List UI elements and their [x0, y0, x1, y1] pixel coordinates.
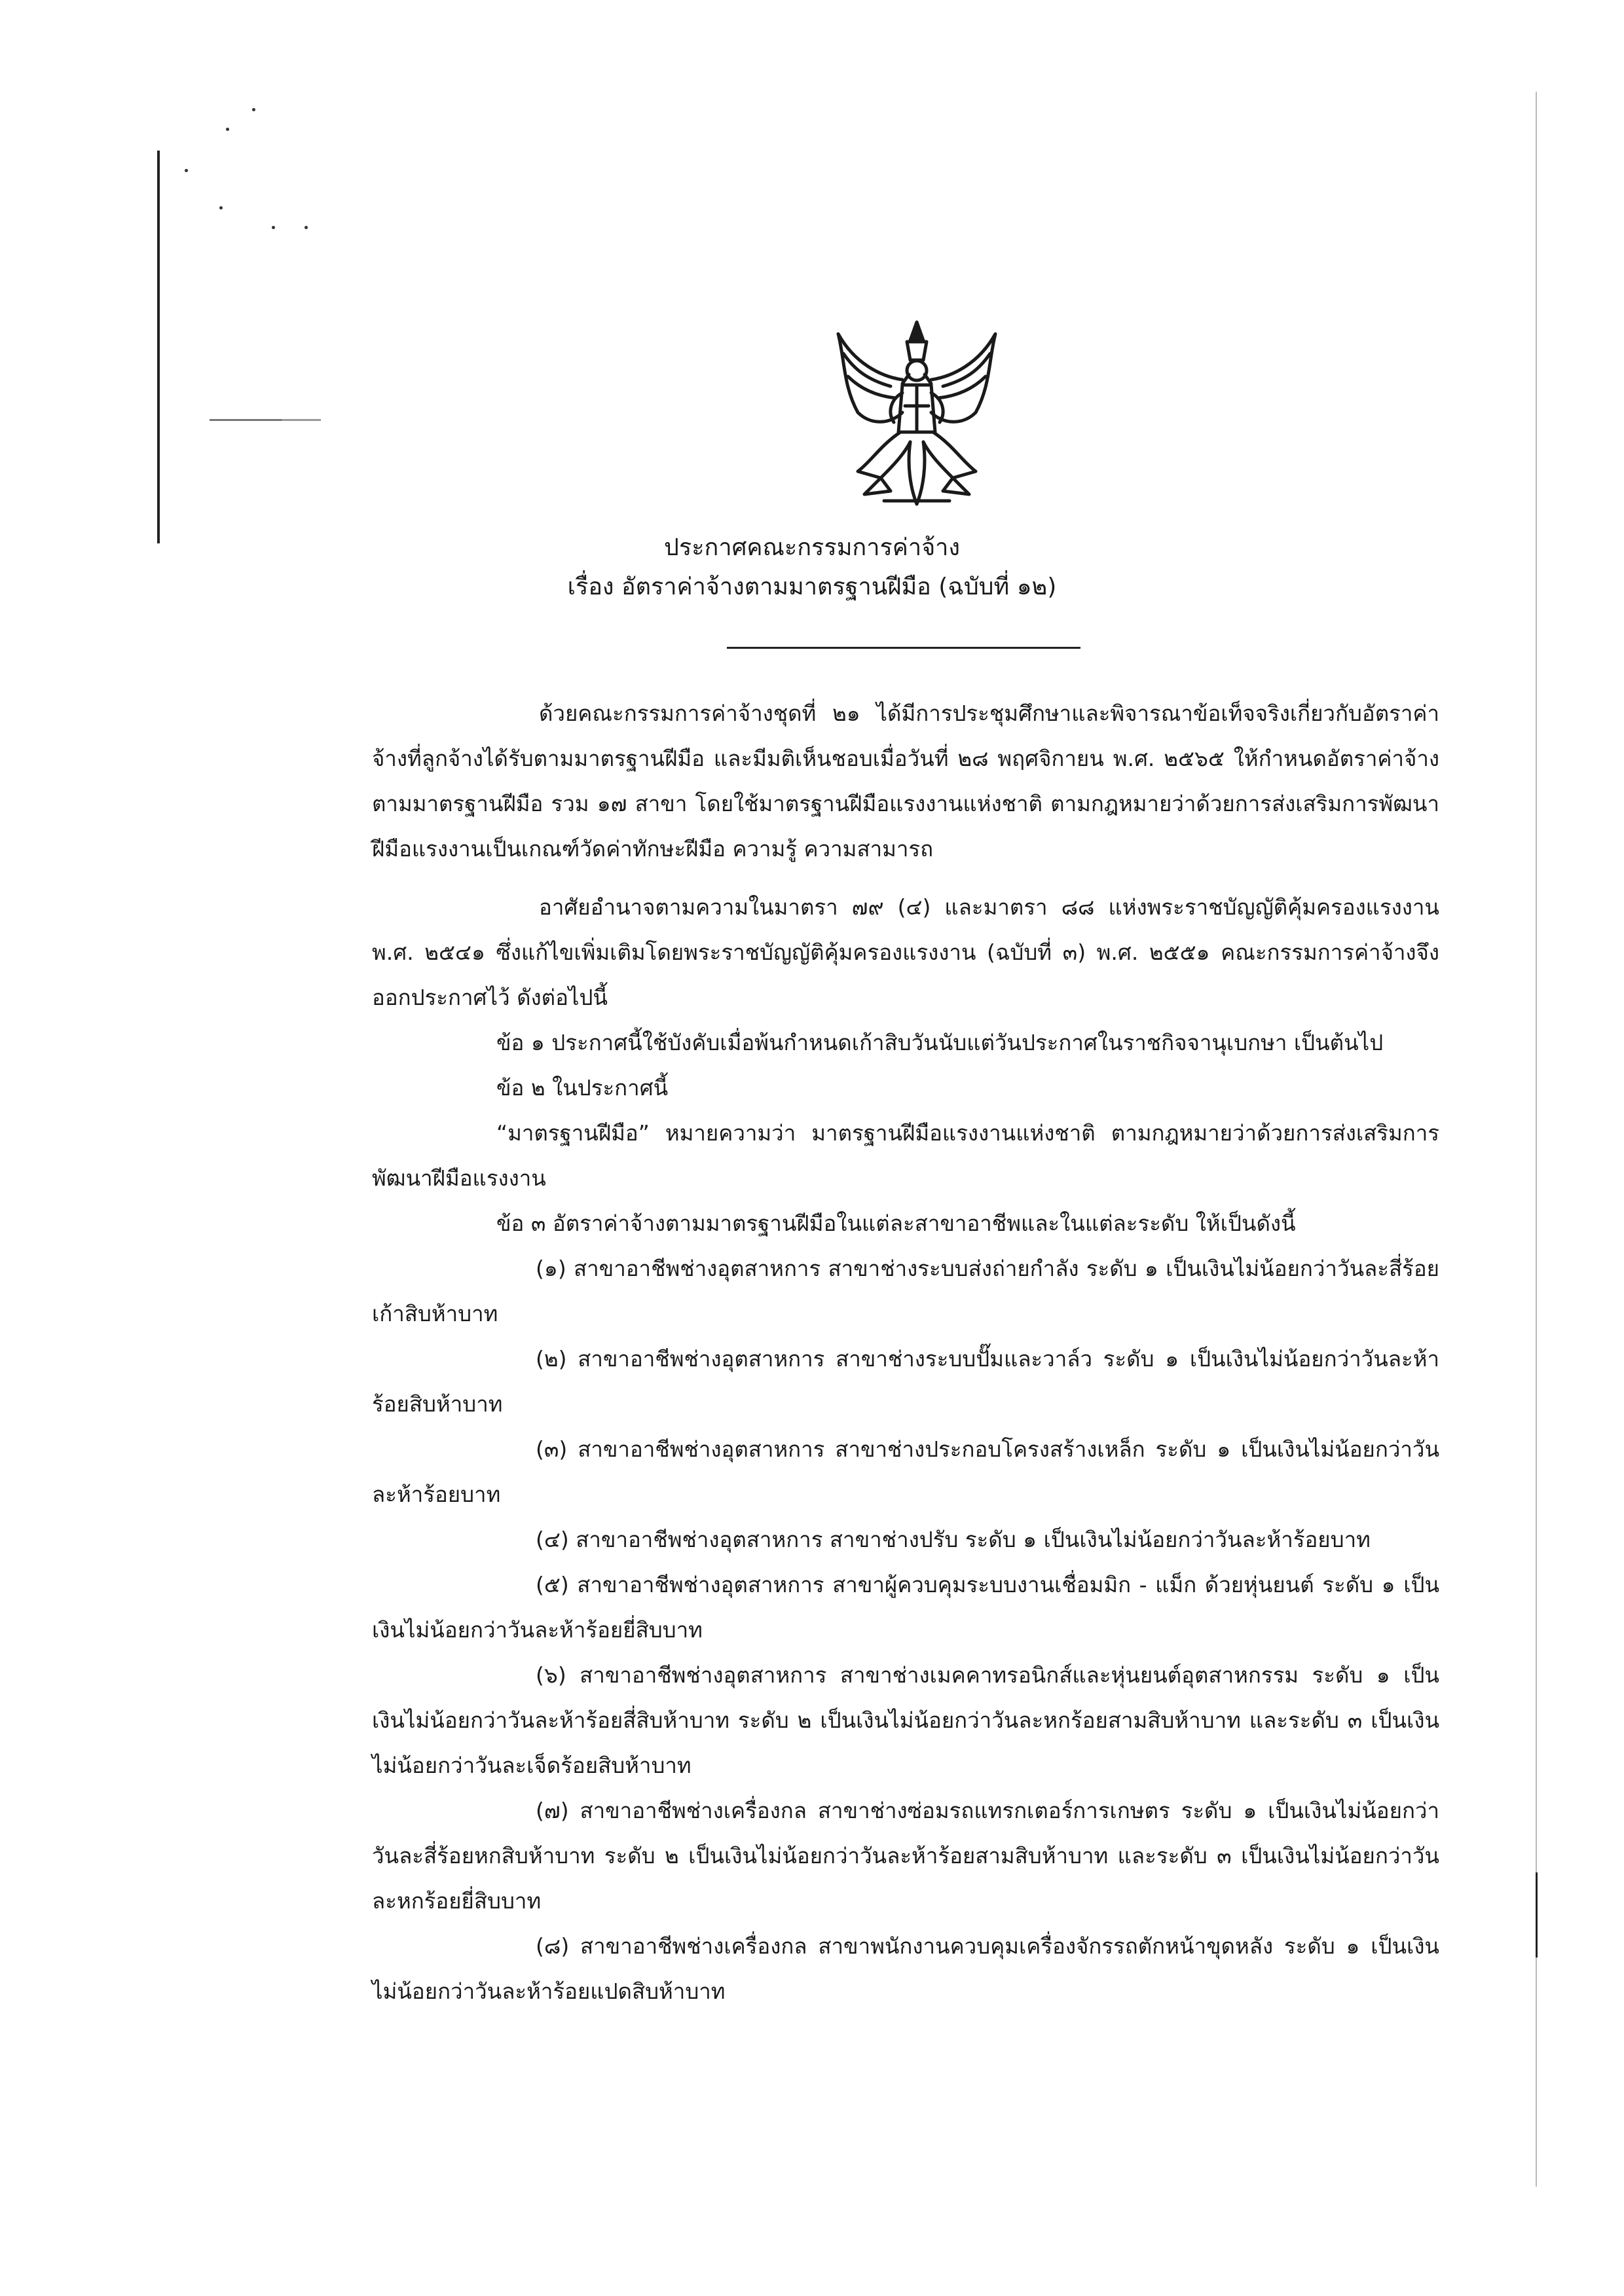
rate-item-1: (๑) สาขาอาชีพช่างอุตสาหการ สาขาช่างระบบส่งถ่ายกำลัง ระดับ ๑ เป็นเงินไม่น้อยกว่าวันละสี่ร้อยเก้าสิบห้าบาท — [372, 1256, 1439, 1326]
clause-1: ข้อ ๑ ประกาศนี้ใช้บังคับเมื่อพ้นกำหนดเก้าสิบวันนับแต่วันประกาศในราชกิจจานุเบกษา เป็นต้นไป — [496, 1030, 1384, 1055]
rate-item-4: (๔) สาขาอาชีพช่างอุตสาหการ สาขาช่างปรับ ระดับ ๑ เป็นเงินไม่น้อยกว่าวันละห้าร้อยบาท — [536, 1527, 1371, 1552]
scan-dot — [304, 226, 308, 229]
preamble-paragraph: ด้วยคณะกรรมการค่าจ้างชุดที่ ๒๑ ได้มีการประชุมศึกษาและพิจารณาข้อเท็จจริงเกี่ยวกับอัตราค่าจ้างที่ลูกจ้างได้รับตามมาตรฐานฝีมือ และมีมติเห็นชอบเมื่อวันที่ ๒๘ พฤศจิกายน พ.ศ. ๒๕๖๕ ให้กำหนดอัตราค่าจ้างตามมาตรฐานฝีมือ รวม ๑๗ สาขา โดยใช้มาตรฐานฝีมือแรงงานแห่งชาติ ตามกฎหมายว่าด้วยการส่งเสริมการพัฒนาฝีมือแรงงานเป็นเกณฑ์วัดค่าทักษะฝีมือ ความรู้ ความสามารถ — [372, 701, 1439, 862]
scan-edge-mark — [1536, 1872, 1538, 1958]
document-title: ประกาศคณะกรรมการค่าจ้าง — [664, 534, 960, 561]
scan-dot — [226, 128, 229, 131]
scan-dot — [185, 169, 188, 172]
clause-3: ข้อ ๓ อัตราค่าจ้างตามมาตรฐานฝีมือในแต่ละสาขาอาชีพและในแต่ละระดับ ให้เป็นดังนี้ — [496, 1211, 1296, 1236]
document-subject: เรื่อง อัตราค่าจ้างตามมาตรฐานฝีมือ (ฉบับที่ ๑๒) — [567, 574, 1057, 600]
rate-item-3: (๓) สาขาอาชีพช่างอุตสาหการ สาขาช่างประกอบโครงสร้างเหล็ก ระดับ ๑ เป็นเงินไม่น้อยกว่าวันละห้าร้อยบาท — [372, 1436, 1439, 1507]
rate-item-8: (๘) สาขาอาชีพช่างเครื่องกล สาขาพนักงานควบคุมเครื่องจักรรถตักหน้าขุดหลัง ระดับ ๑ เป็นเงินไม่น้อยกว่าวันละห้าร้อยแปดสิบห้าบาท — [372, 1933, 1439, 2004]
scan-speckle — [282, 419, 321, 421]
title-divider — [727, 647, 1080, 649]
scan-dot — [272, 226, 275, 229]
rate-item-7: (๗) สาขาอาชีพช่างเครื่องกล สาขาช่างซ่อมรถแทรกเตอร์การเกษตร ระดับ ๑ เป็นเงินไม่น้อยกว่าวันละสี่ร้อยหกสิบห้าบาท ระดับ ๒ เป็นเงินไม่น้อยกว่าวันละห้าร้อยสามสิบห้าบาท และระดับ ๓ เป็นเงินไม่น้อยกว่าวันละหกร้อยยี่สิบบาท — [372, 1798, 1439, 1914]
rate-item-2: (๒) สาขาอาชีพช่างอุตสาหการ สาขาช่างระบบปั๊มและวาล์ว ระดับ ๑ เป็นเงินไม่น้อยกว่าวันละห้าร้อยสิบห้าบาท — [372, 1346, 1439, 1417]
clause-2: ข้อ ๒ ในประกาศนี้ — [496, 1075, 669, 1101]
document-body — [372, 691, 1439, 2014]
rate-item-5: (๕) สาขาอาชีพช่างอุตสาหการ สาขาผู้ควบคุมระบบงานเชื่อมมิก - แม็ก ด้วยหุ่นยนต์ ระดับ ๑ เป็นเงินไม่น้อยกว่าวันละห้าร้อยยี่สิบบาท — [372, 1572, 1439, 1643]
definition-paragraph: “มาตรฐานฝีมือ” หมายความว่า มาตรฐานฝีมือแรงงานแห่งชาติ ตามกฎหมายว่าด้วยการส่งเสริมการพัฒนาฝีมือแรงงาน — [372, 1120, 1439, 1191]
rate-item-6: (๖) สาขาอาชีพช่างอุตสาหการ สาขาช่างเมคคาทรอนิกส์และหุ่นยนต์อุตสาหกรรม ระดับ ๑ เป็นเงินไม่น้อยกว่าวันละห้าร้อยสี่สิบห้าบาท ระดับ ๒ เป็นเงินไม่น้อยกว่าวันละหกร้อยสามสิบห้าบาท และระดับ ๓ เป็นเงินไม่น้อยกว่าวันละเจ็ดร้อยสิบห้าบาท — [372, 1662, 1439, 1778]
scan-margin-line — [157, 151, 160, 543]
authority-paragraph: อาศัยอำนาจตามความในมาตรา ๗๙ (๔) และมาตรา ๘๘ แห่งพระราชบัญญัติคุ้มครองแรงงาน พ.ศ. ๒๕๔๑ ซึ่งแก้ไขเพิ่มเติมโดยพระราชบัญญัติคุ้มครองแรงงาน (ฉบับที่ ๓) พ.ศ. ๒๕๕๑ คณะกรรมการค่าจ้างจึงออกประกาศไว้ ดังต่อไปนี้ — [372, 894, 1439, 1010]
scan-dot — [219, 206, 223, 210]
garuda-emblem-icon — [819, 314, 1015, 511]
scan-dot — [252, 108, 255, 111]
